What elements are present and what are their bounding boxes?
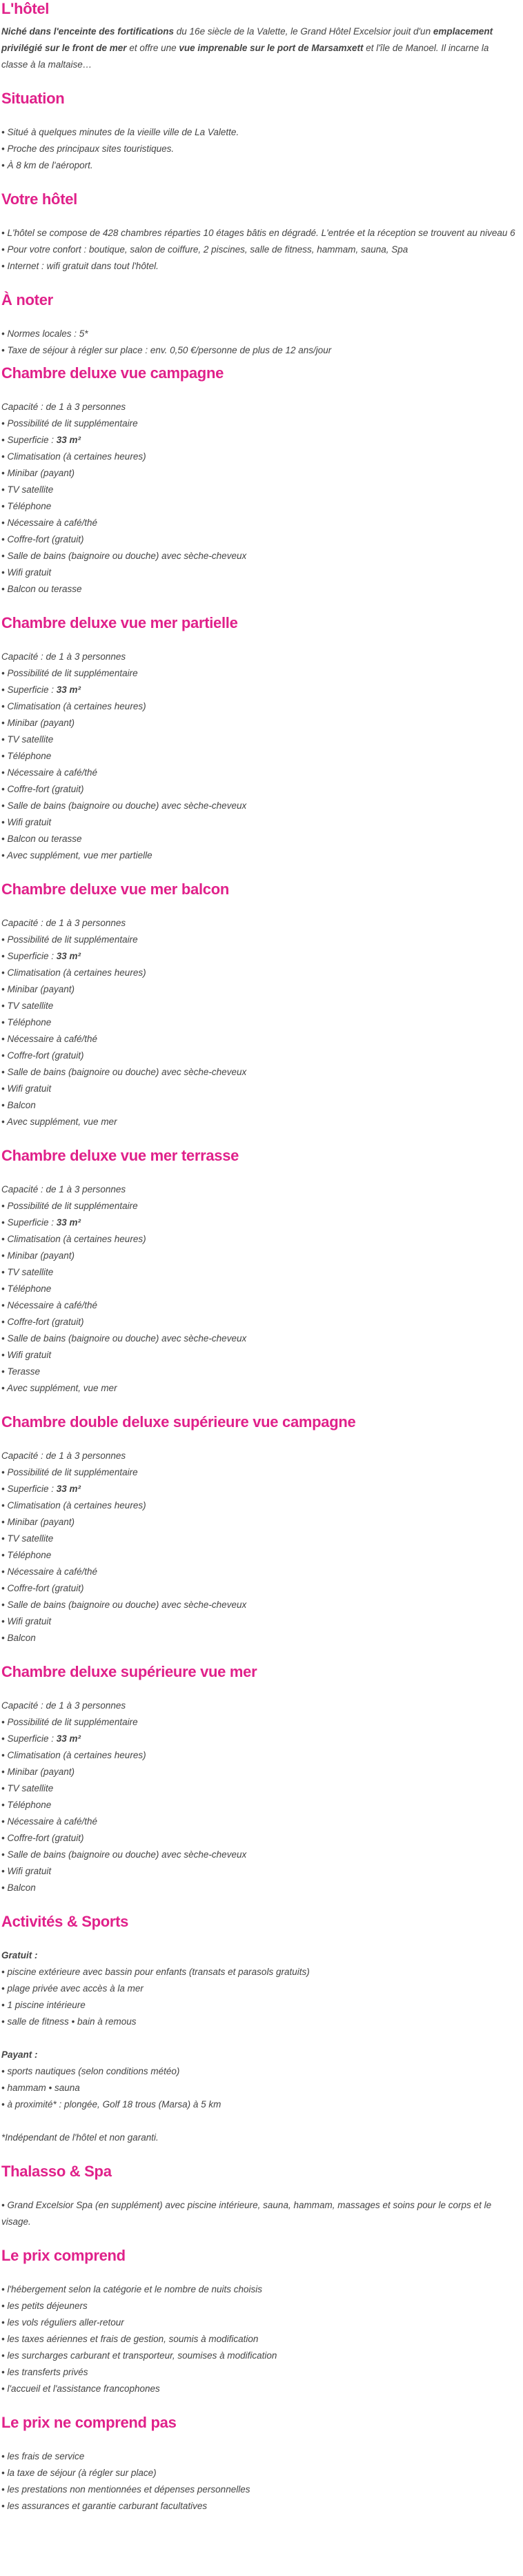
room-feature-list <box>1 1714 517 1896</box>
section-thalasso <box>1 2163 517 2230</box>
list-item: • Nécessaire à café/thé <box>1 1297 517 1314</box>
room-surface-value: 33 m² <box>56 1484 81 1494</box>
room-title: Chambre deluxe vue mer terrasse <box>1 1147 239 1164</box>
list-item: • Salle de bains (baignoire ou douche) avec sèche-cheveux <box>1 548 517 564</box>
room-surface <box>1 948 517 965</box>
room-feature-list <box>1 1464 517 1646</box>
section-a-noter <box>1 291 517 359</box>
list-item: • Terasse <box>1 1364 517 1380</box>
list-item: • Nécessaire à café/thé <box>1 515 517 531</box>
list-item: • Salle de bains (baignoire ou douche) avec sèche-cheveux <box>1 1064 517 1081</box>
list-item: • l'accueil et l'assistance francophones <box>1 2381 517 2397</box>
section-room <box>1 1663 517 1896</box>
room-capacity: Capacité : de 1 à 3 personnes <box>1 651 126 662</box>
room-title: Chambre deluxe vue mer balcon <box>1 881 229 898</box>
list-item: • Balcon <box>1 1880 517 1896</box>
list-item: • Coffre-fort (gratuit) <box>1 1314 517 1330</box>
prix-comprend-list <box>1 2281 517 2397</box>
list-item: • TV satellite <box>1 1531 517 1547</box>
list-item: • Wifi gratuit <box>1 814 517 831</box>
room-capacity: Capacité : de 1 à 3 personnes <box>1 1451 126 1461</box>
room-capacity: Capacité : de 1 à 3 personnes <box>1 402 126 412</box>
thalasso-list <box>1 2197 517 2230</box>
activites-paid-list <box>1 2063 517 2113</box>
list-item: • À 8 km de l'aéroport. <box>1 157 517 174</box>
list-item: • la taxe de séjour (à régler sur place) <box>1 2465 517 2481</box>
list-item: • Coffre-fort (gratuit) <box>1 1830 517 1847</box>
list-item: • Situé à quelques minutes de la vieille ville de La Valette. <box>1 124 517 141</box>
a-noter-list <box>1 326 517 359</box>
room-feature-list <box>1 415 517 598</box>
section-room <box>1 614 517 864</box>
list-item: • Salle de bains (baignoire ou douche) avec sèche-cheveux <box>1 1597 517 1613</box>
list-item: • Possibilité de lit supplémentaire <box>1 932 517 948</box>
list-item: • Possibilité de lit supplémentaire <box>1 665 517 682</box>
list-item: • Balcon ou terasse <box>1 831 517 847</box>
room-surface <box>1 432 517 449</box>
list-item: • sports nautiques (selon conditions météo) <box>1 2063 517 2080</box>
intro-run: vue imprenable sur le port de Marsamxett <box>179 43 364 53</box>
list-item: • Balcon <box>1 1630 517 1646</box>
list-item: • hammam • sauna <box>1 2080 517 2096</box>
room-feature-list <box>1 665 517 864</box>
room-surface-value: 33 m² <box>56 685 81 695</box>
section-situation <box>1 90 517 174</box>
list-item: • Minibar (payant) <box>1 981 517 998</box>
list-item: • les frais de service <box>1 2448 517 2465</box>
room-surface <box>1 1731 517 1747</box>
list-item: • Climatisation (à certaines heures) <box>1 1497 517 1514</box>
room-capacity: Capacité : de 1 à 3 personnes <box>1 918 126 928</box>
list-item: • Possibilité de lit supplémentaire <box>1 1198 517 1215</box>
intro-run: du 16e siècle de la Valette, le Grand Hôtel Excelsior jouit d'un <box>174 26 433 37</box>
list-item: • Normes locales : 5* <box>1 326 517 342</box>
list-item: • TV satellite <box>1 731 517 748</box>
section-room <box>1 1413 517 1646</box>
rooms-container <box>1 364 517 1913</box>
list-item: • Climatisation (à certaines heures) <box>1 449 517 465</box>
list-item: • Climatisation (à certaines heures) <box>1 965 517 981</box>
list-item: • Téléphone <box>1 1014 517 1031</box>
list-item: • Wifi gratuit <box>1 1613 517 1630</box>
room-title: Chambre deluxe supérieure vue mer <box>1 1663 257 1680</box>
votre-hotel-list <box>1 225 517 275</box>
list-item: • salle de fitness • bain à remous <box>1 2014 517 2030</box>
activites-note: *Indépendant de l'hôtel et non garanti. <box>1 2132 159 2143</box>
section-title-thalasso: Thalasso & Spa <box>1 2163 112 2180</box>
list-item: • l'hébergement selon la catégorie et le nombre de nuits choisis <box>1 2281 517 2298</box>
list-item: • les vols réguliers aller-retour <box>1 2314 517 2331</box>
list-item: • Climatisation (à certaines heures) <box>1 1231 517 1248</box>
section-room <box>1 881 517 1130</box>
intro-run: et offre une <box>126 43 179 53</box>
list-item: • Possibilité de lit supplémentaire <box>1 1714 517 1731</box>
list-item: • Téléphone <box>1 498 517 515</box>
section-hotel <box>1 0 517 73</box>
list-item: • Coffre-fort (gratuit) <box>1 531 517 548</box>
list-item: • Minibar (payant) <box>1 1248 517 1264</box>
room-capacity: Capacité : de 1 à 3 personnes <box>1 1700 126 1711</box>
list-item: • Nécessaire à café/thé <box>1 1813 517 1830</box>
room-surface <box>1 1481 517 1497</box>
list-item: • Avec supplément, vue mer <box>1 1380 517 1397</box>
list-item: • Possibilité de lit supplémentaire <box>1 1464 517 1481</box>
list-item: • Wifi gratuit <box>1 1081 517 1097</box>
room-capacity: Capacité : de 1 à 3 personnes <box>1 1184 126 1194</box>
room-surface-value: 33 m² <box>56 1733 81 1744</box>
list-item: • Minibar (payant) <box>1 465 517 482</box>
list-item: • les surcharges carburant et transporteur, soumises à modification <box>1 2348 517 2364</box>
list-item: • Salle de bains (baignoire ou douche) avec sèche-cheveux <box>1 1847 517 1863</box>
section-activites <box>1 1913 517 2146</box>
list-item: • Téléphone <box>1 1281 517 1297</box>
room-feature-list <box>1 932 517 1130</box>
situation-list <box>1 124 517 174</box>
section-prix-ne-comprend <box>1 2414 517 2515</box>
list-item: • les taxes aériennes et frais de gestion, soumis à modification <box>1 2331 517 2348</box>
list-item: • Internet : wifi gratuit dans tout l'hôtel. <box>1 258 517 275</box>
list-item: • les assurances et garantie carburant facultatives <box>1 2498 517 2515</box>
list-item: • Téléphone <box>1 1547 517 1564</box>
room-surface-label: Superficie : <box>7 1733 57 1744</box>
section-title-situation: Situation <box>1 90 65 107</box>
section-title-a-noter: À noter <box>1 291 53 308</box>
room-feature-list <box>1 1198 517 1397</box>
list-item: • Balcon <box>1 1097 517 1114</box>
section-prix-comprend <box>1 2247 517 2397</box>
list-item: • Salle de bains (baignoire ou douche) avec sèche-cheveux <box>1 798 517 814</box>
list-item: • à proximité* : plongée, Golf 18 trous (Marsa) à 5 km <box>1 2096 517 2113</box>
list-item: • les transferts privés <box>1 2364 517 2381</box>
intro-run: et l'île de Manoel. Il incarne la classe à la maltaise… <box>1 43 489 70</box>
activites-free-title: Gratuit : <box>1 1950 38 1960</box>
list-item: • Salle de bains (baignoire ou douche) avec sèche-cheveux <box>1 1330 517 1347</box>
list-item: • Coffre-fort (gratuit) <box>1 1580 517 1597</box>
section-title-votre-hotel: Votre hôtel <box>1 190 77 208</box>
list-item: • Pour votre confort : boutique, salon de coiffure, 2 piscines, salle de fitness, hammam, sauna, Spa <box>1 242 517 258</box>
room-surface <box>1 1215 517 1231</box>
list-item: • Wifi gratuit <box>1 1863 517 1880</box>
section-votre-hotel <box>1 190 517 275</box>
room-title: Chambre double deluxe supérieure vue campagne <box>1 1413 356 1430</box>
room-title: Chambre deluxe vue campagne <box>1 364 224 382</box>
room-surface-label: Superficie : <box>7 435 57 445</box>
room-surface-label: Superficie : <box>7 1484 57 1494</box>
list-item: • 1 piscine intérieure <box>1 1997 517 2014</box>
list-item: • Coffre-fort (gratuit) <box>1 1048 517 1064</box>
list-item: • Téléphone <box>1 1797 517 1813</box>
list-item: • les prestations non mentionnées et dépenses personnelles <box>1 2481 517 2498</box>
room-surface-label: Superficie : <box>7 951 57 961</box>
section-room <box>1 1147 517 1397</box>
list-item: • Proche des principaux sites touristiques. <box>1 141 517 157</box>
list-item: • TV satellite <box>1 482 517 498</box>
list-item: • Climatisation (à certaines heures) <box>1 1747 517 1764</box>
section-room <box>1 364 517 598</box>
intro-run: Niché dans l'enceinte des fortifications <box>1 26 175 37</box>
section-title-hotel: L'hôtel <box>1 0 50 17</box>
activites-paid-title: Payant : <box>1 2049 38 2060</box>
list-item: • L'hôtel se compose de 428 chambres réparties 10 étages bâtis en dégradé. L'entrée et la réception se trouvent au niveau 6 <box>1 225 517 242</box>
list-item: • plage privée avec accès à la mer <box>1 1980 517 1997</box>
list-item: • Balcon ou terasse <box>1 581 517 598</box>
list-item: • TV satellite <box>1 998 517 1014</box>
list-item: • Nécessaire à café/thé <box>1 1031 517 1048</box>
list-item: • Climatisation (à certaines heures) <box>1 698 517 715</box>
intro-run: emplacement privilégié sur le front de mer <box>1 26 493 53</box>
room-surface <box>1 682 517 698</box>
prix-ne-comprend-list <box>1 2448 517 2515</box>
list-item: • Minibar (payant) <box>1 1764 517 1780</box>
list-item: • les petits déjeuners <box>1 2298 517 2314</box>
room-title: Chambre deluxe vue mer partielle <box>1 614 238 631</box>
activites-free-list <box>1 1964 517 2030</box>
list-item: • Avec supplément, vue mer partielle <box>1 847 517 864</box>
section-title-prix-comprend: Le prix comprend <box>1 2247 126 2264</box>
list-item: • Wifi gratuit <box>1 1347 517 1364</box>
list-item: • Minibar (payant) <box>1 715 517 731</box>
list-item: • Possibilité de lit supplémentaire <box>1 415 517 432</box>
list-item: • Grand Excelsior Spa (en supplément) avec piscine intérieure, sauna, hammam, massages et soins pour le corps et le visage. <box>1 2197 517 2230</box>
list-item: • Téléphone <box>1 748 517 765</box>
room-surface-value: 33 m² <box>56 1217 81 1228</box>
room-surface-value: 33 m² <box>56 951 81 961</box>
room-surface-label: Superficie : <box>7 1217 57 1228</box>
list-item: • TV satellite <box>1 1264 517 1281</box>
list-item: • TV satellite <box>1 1780 517 1797</box>
list-item: • Minibar (payant) <box>1 1514 517 1531</box>
list-item: • Avec supplément, vue mer <box>1 1114 517 1130</box>
room-surface-label: Superficie : <box>7 685 57 695</box>
list-item: • Coffre-fort (gratuit) <box>1 781 517 798</box>
list-item: • piscine extérieure avec bassin pour enfants (transats et parasols gratuits) <box>1 1964 517 1980</box>
list-item: • Nécessaire à café/thé <box>1 1564 517 1580</box>
list-item: • Wifi gratuit <box>1 564 517 581</box>
list-item: • Nécessaire à café/thé <box>1 765 517 781</box>
list-item: • Taxe de séjour à régler sur place : env. 0,50 €/personne de plus de 12 ans/jour <box>1 342 517 359</box>
section-title-activites: Activités & Sports <box>1 1913 129 1930</box>
section-title-prix-ne-comprend: Le prix ne comprend pas <box>1 2414 177 2431</box>
hotel-intro <box>1 23 517 73</box>
room-surface-value: 33 m² <box>56 435 81 445</box>
